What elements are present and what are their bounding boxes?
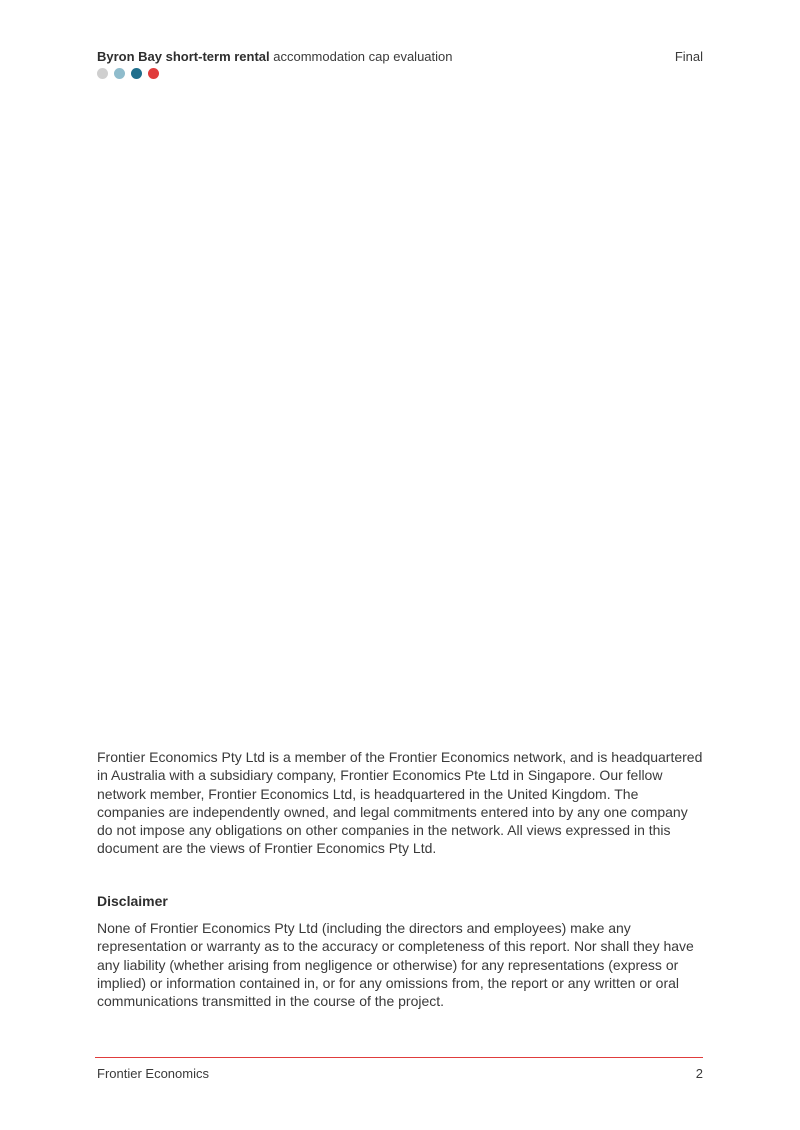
- light-blue-dot-icon: [114, 68, 125, 79]
- disclaimer-text: None of Frontier Economics Pty Ltd (including the directors and employees) make any representation or warranty as to the accuracy or completeness of this report. Nor shall they have any liability (whether arising from negligence or otherwise) for any representations (express or implied) or information contained in, or for any omissions from, the report or any written or oral communications transmitted in the course of the project.: [97, 920, 694, 1010]
- footer-divider: [95, 1057, 703, 1058]
- red-dot-icon: [148, 68, 159, 79]
- brand-dots: [97, 68, 159, 79]
- footer-company: Frontier Economics: [97, 1066, 209, 1081]
- grey-dot-icon: [97, 68, 108, 79]
- document-title-rest: accommodation cap evaluation: [269, 49, 453, 64]
- disclaimer-heading: Disclaimer: [97, 893, 168, 909]
- document-title-bold: Byron Bay short-term rental: [97, 49, 270, 64]
- document-status: Final: [674, 49, 703, 64]
- page-number: 2: [695, 1066, 703, 1081]
- page-header: [97, 48, 703, 66]
- document-title: [97, 48, 453, 66]
- dark-blue-dot-icon: [131, 68, 142, 79]
- network-paragraph: Frontier Economics Pty Ltd is a member of the Frontier Economics network, and is headquartered in Australia with a subsidiary company, Frontier Economics Pte Ltd in Singapore. Our fellow network member, Frontier Economics Ltd, is headquartered in the United Kingdom. The companies are independently owned, and legal commitments entered into by any one company do not impose any obligations on other companies in the network. All views expressed in this document are the views of Frontier Economics Pty Ltd.: [97, 749, 703, 857]
